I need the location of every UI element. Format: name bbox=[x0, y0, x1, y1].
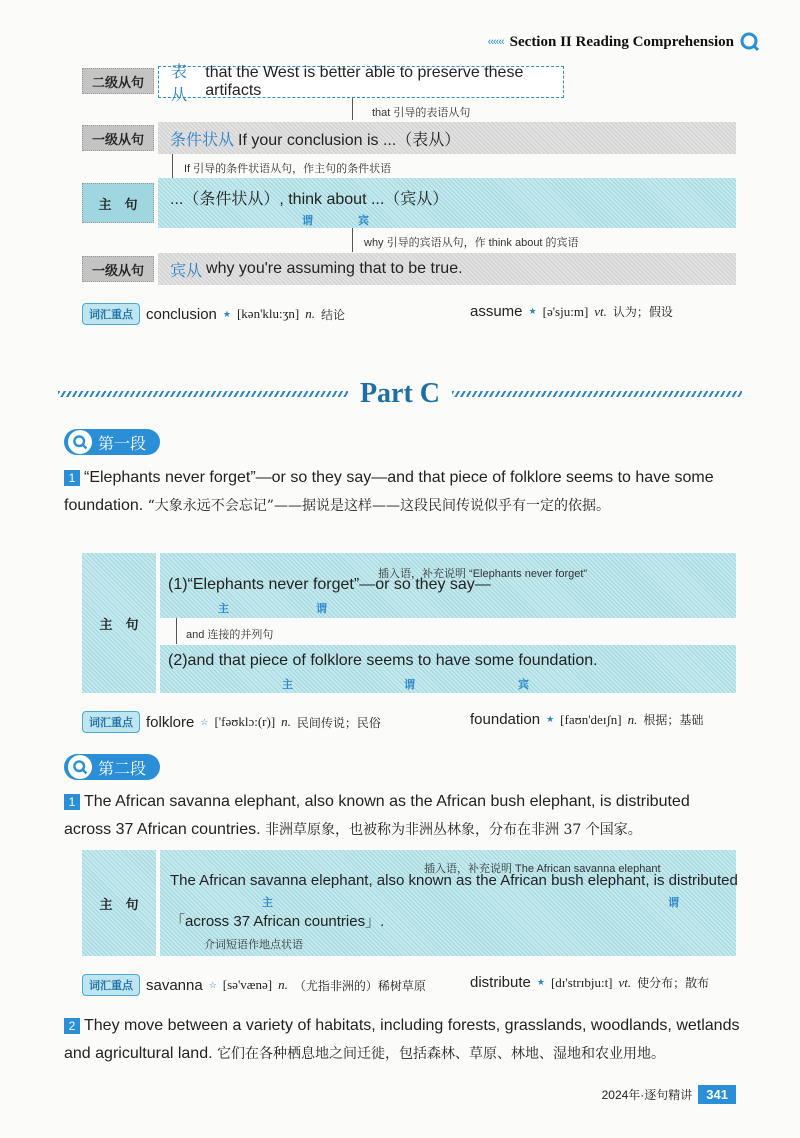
clause-text: why you're assuming that to be true. bbox=[206, 260, 463, 277]
q-icon bbox=[68, 755, 92, 779]
vocab-word: folklore bbox=[146, 713, 195, 731]
vocab-meaning: 根据；基础 bbox=[643, 713, 704, 727]
vocab-pos: vt. bbox=[618, 974, 632, 990]
vocab-row-1b bbox=[470, 303, 673, 320]
vocab-word: assume bbox=[470, 303, 523, 320]
tag-predicate: 谓 bbox=[668, 897, 679, 909]
paragraph-1 bbox=[64, 464, 740, 520]
part-title: Part C bbox=[359, 378, 441, 409]
tag-subject: 主 bbox=[282, 679, 293, 691]
page-number: 341 bbox=[698, 1085, 736, 1104]
vocab-meaning: 结论 bbox=[320, 307, 345, 322]
paragraph-3 bbox=[64, 1012, 740, 1068]
vocab-word: foundation bbox=[470, 711, 541, 728]
paragraph-pill-2 bbox=[64, 754, 160, 780]
vocab-pos: vt. bbox=[594, 303, 607, 319]
label-first-clause-2: 一级从句 bbox=[82, 256, 154, 282]
vocab-pos: n. bbox=[627, 711, 638, 727]
analysis2-line1: (1)“Elephants never forget”—or so they say— bbox=[168, 576, 491, 593]
paragraph-2 bbox=[64, 788, 740, 844]
clause-prefix: 条件状从 bbox=[170, 131, 235, 149]
secondary-clause-row bbox=[158, 64, 564, 104]
vocab-ipa: [sə'vænə] bbox=[222, 977, 273, 992]
star-icon: ☆ bbox=[200, 716, 209, 727]
tag-predicate: 谓 bbox=[316, 603, 327, 615]
label-secondary-clause: 二级从句 bbox=[82, 68, 154, 94]
vocab-ipa: [ə'sju:m] bbox=[542, 303, 589, 319]
vocab-word: savanna bbox=[146, 976, 203, 994]
clause-text: If your conclusion is ...（表从） bbox=[238, 131, 461, 149]
clause-prefix: 表从 bbox=[171, 64, 188, 104]
vocab-pos: n. bbox=[305, 306, 315, 321]
clause-prefix: 宾从 bbox=[170, 262, 203, 280]
vocab-row-2 bbox=[82, 711, 381, 733]
pill-label: 第二段 bbox=[98, 760, 147, 778]
book-title: 2024年·逐句精讲 bbox=[601, 1088, 693, 1102]
vocab-word: conclusion bbox=[146, 305, 217, 323]
vocab-meaning: 认为；假设 bbox=[612, 305, 673, 319]
connector-line bbox=[352, 228, 353, 252]
note-insert: 插入语，补充说明 The African savanna elephant bbox=[424, 863, 661, 875]
sentence-zh: “大象永远不会忘记”——据说是这样——这段民间传说似乎有一定的依据。 bbox=[147, 498, 610, 514]
section-title: Section II Reading Comprehension bbox=[509, 33, 734, 50]
star-icon: ★ bbox=[528, 306, 537, 316]
sentence-number: 2 bbox=[64, 1018, 80, 1034]
tag-predicate: 谓 bbox=[302, 215, 313, 227]
main-clause-row bbox=[158, 178, 736, 228]
analysis3-line2: 「across 37 African countries」. bbox=[170, 913, 385, 930]
page-header bbox=[488, 32, 760, 52]
star-icon: ☆ bbox=[208, 979, 217, 990]
star-icon: ★ bbox=[536, 977, 545, 987]
arrows-decoration: ‹‹‹‹‹‹ bbox=[487, 36, 504, 48]
analysis2-line2: (2)and that piece of folklore seems to have some foundation. bbox=[168, 652, 598, 669]
tag-subject: 主 bbox=[262, 897, 273, 909]
label-main-clause: 主 句 bbox=[82, 183, 154, 223]
note-conj: and 连接的并列句 bbox=[186, 629, 274, 641]
vocab-meaning: （尤指非洲的）稀树草原 bbox=[293, 978, 426, 993]
analysis3-line1: The African savanna elephant, also known as the African bush elephant, is distributed bbox=[170, 872, 738, 889]
label-main-clause-2: 主 句 bbox=[82, 553, 156, 693]
sentence-number: 1 bbox=[64, 794, 80, 810]
vocab-badge: 词汇重点 bbox=[82, 711, 140, 733]
q-icon bbox=[68, 430, 92, 454]
tag-predicate: 谓 bbox=[404, 679, 415, 691]
note-prep: 介词短语作地点状语 bbox=[204, 939, 303, 951]
vocab-ipa: [faʊn'deɪʃn] bbox=[560, 711, 622, 727]
label-main-clause-3: 主 句 bbox=[82, 850, 156, 956]
page-footer bbox=[602, 1085, 736, 1104]
vocab-ipa: ['fəʊklɔ:(r)] bbox=[214, 714, 276, 729]
note-insert: 插入语，补充说明 “Elephants never forget” bbox=[378, 568, 588, 580]
sentence-zh: 它们在各种栖息地之间迁徙，包括森林、草原、林地、湿地和农业用地。 bbox=[217, 1046, 665, 1062]
vocab-word: distribute bbox=[470, 974, 531, 991]
tag-subject: 主 bbox=[218, 603, 229, 615]
connector-line bbox=[176, 618, 177, 644]
vocab-row-2b bbox=[470, 711, 703, 728]
vocab-ipa: [kən'klu:ʒn] bbox=[236, 306, 300, 321]
vocab-pos: n. bbox=[281, 714, 291, 729]
paragraph-pill-1 bbox=[64, 429, 160, 455]
sentence-en: They move between a variety of habitats, including forests, grasslands, woodlands, wetlands and agricultural land. bbox=[64, 1017, 740, 1062]
vocab-pos: n. bbox=[278, 977, 288, 992]
star-icon: ★ bbox=[546, 714, 555, 724]
sentence-zh: 非洲草原象，也被称为非洲丛林象，分布在非洲 37 个国家。 bbox=[265, 822, 642, 838]
connector-line bbox=[352, 98, 353, 120]
vocab-badge: 词汇重点 bbox=[82, 974, 140, 996]
vocab-meaning: 民间传说；民俗 bbox=[296, 715, 381, 730]
sentence-en: The African savanna elephant, also known as the African bush elephant, is distributed across 37 African countries. bbox=[64, 793, 690, 838]
vocab-row-1 bbox=[82, 303, 345, 325]
tag-object: 宾 bbox=[358, 215, 369, 227]
clause-text: ...（条件状从）, think about ...（宾从） bbox=[170, 191, 449, 208]
vocab-row-3b bbox=[470, 974, 709, 991]
tag-object: 宾 bbox=[518, 679, 529, 691]
object-clause-row bbox=[158, 253, 736, 285]
sentence-en: “Elephants never forget”—or so they say—and that piece of folklore seems to have some foundation. bbox=[64, 469, 714, 514]
vocab-meaning: 使分布；散布 bbox=[637, 976, 710, 990]
clause-text: that the West is better able to preserve these artifacts bbox=[205, 64, 524, 99]
search-q-icon bbox=[740, 32, 760, 52]
star-icon: ★ bbox=[222, 308, 231, 319]
divider-left bbox=[58, 391, 348, 397]
note-object-clause: why 引导的宾语从句，作 think about 的宾语 bbox=[364, 237, 579, 249]
note-predicative: that 引导的表语从句 bbox=[372, 107, 471, 119]
pill-label: 第一段 bbox=[98, 435, 147, 453]
label-first-clause: 一级从句 bbox=[82, 125, 154, 151]
first-clause-row bbox=[158, 122, 736, 154]
vocab-row-3 bbox=[82, 974, 426, 996]
note-condition: If 引导的条件状语从句，作主句的条件状语 bbox=[184, 163, 392, 175]
part-heading bbox=[0, 378, 800, 410]
vocab-ipa: [dɪ'strɪbju:t] bbox=[550, 974, 613, 990]
vocab-badge: 词汇重点 bbox=[82, 303, 140, 325]
divider-right bbox=[452, 391, 742, 397]
sentence-number: 1 bbox=[64, 470, 80, 486]
